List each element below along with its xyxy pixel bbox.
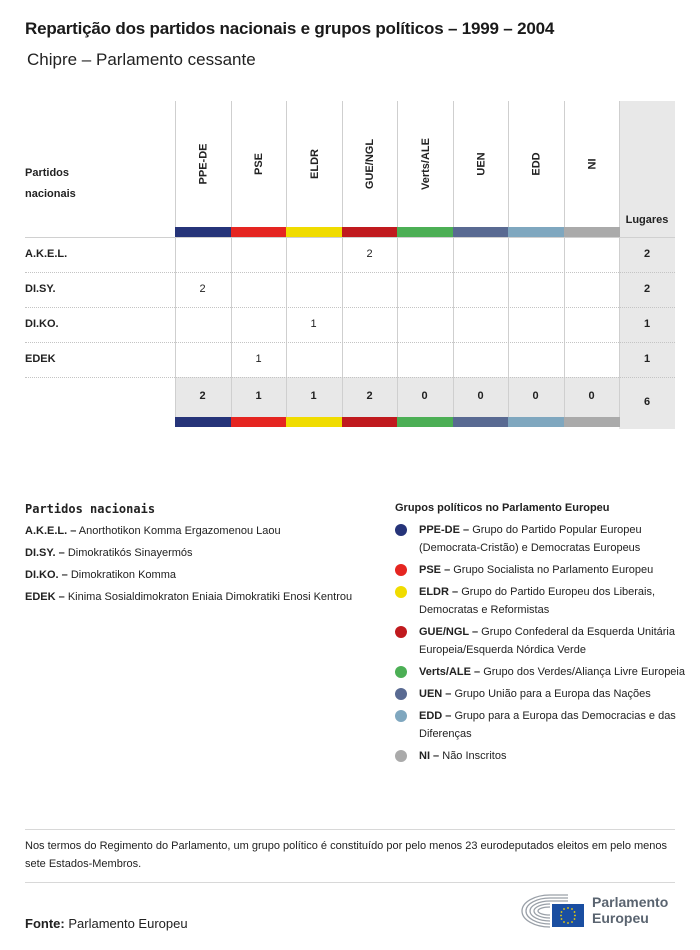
political-group-legend-item <box>395 521 685 557</box>
lugares-header: Lugares <box>625 214 669 226</box>
column-header-label: GUE/NGL <box>364 138 377 190</box>
group-legend-text <box>419 707 685 743</box>
column-header-guengl <box>343 101 398 227</box>
group-full-name: Grupo para a Europa das Democracias e das Diferenças <box>419 710 676 740</box>
political-group-legend-item <box>395 747 685 765</box>
column-total-cell: 0 <box>477 390 484 402</box>
party-full-name: Dimokratikós Sinayermós <box>67 547 193 559</box>
source-value: Parlamento Europeu <box>68 916 188 931</box>
column-header-edd <box>509 101 564 227</box>
column-header-label: Verts/ALE <box>419 138 432 190</box>
group-color-bar <box>175 227 231 237</box>
group-full-name: Grupo Socialista no Parlamento Europeu <box>453 564 654 576</box>
political-group-legend-item <box>395 623 685 659</box>
party-abbreviation: DI.SY. – <box>25 547 65 559</box>
page-title: Repartição dos partidos nacionais e grupos políticos – 1999 – 2004 <box>25 19 555 38</box>
political-group-legend-item <box>395 583 685 619</box>
group-color-dot-icon <box>395 750 407 762</box>
hemicycle-eu-flag-icon <box>520 891 590 931</box>
row-total-cell: 1 <box>643 353 651 365</box>
divider <box>25 829 675 830</box>
row-total-cell: 2 <box>643 283 651 295</box>
group-color-bar <box>342 227 398 237</box>
column-header-label: NI <box>586 158 599 170</box>
group-color-bar <box>286 227 342 237</box>
political-group-legend-item <box>395 685 685 703</box>
grand-total-cell: 6 <box>643 396 651 408</box>
column-total-cell: 1 <box>255 390 262 402</box>
group-legend-text <box>419 663 685 681</box>
column-header-pse <box>232 101 287 227</box>
group-color-bar <box>508 417 564 427</box>
row-header-label: Partidos nacionais <box>25 167 76 200</box>
group-full-name: Grupo do Partido Europeu dos Liberais, Democratas e Reformistas <box>419 586 656 616</box>
group-color-bar <box>508 227 564 237</box>
group-color-dot-icon <box>395 688 407 700</box>
column-header-ni <box>565 101 620 227</box>
seat-distribution-table <box>25 101 675 429</box>
seat-count-cell: 1 <box>310 318 317 330</box>
column-total-cell: 1 <box>310 390 317 402</box>
group-full-name: Não Inscritos <box>442 750 507 762</box>
column-header-label: PSE <box>253 152 266 176</box>
row-divider <box>25 307 675 308</box>
row-divider <box>25 377 675 378</box>
group-abbreviation: ELDR – <box>419 586 459 598</box>
group-full-name: Grupo Confederal da Esquerda Unitária Europeia/Esquerda Nórdica Verde <box>419 626 675 656</box>
seat-count-cell: 1 <box>255 353 262 365</box>
row-divider <box>25 342 675 343</box>
group-full-name: Grupo União para a Europa das Nações <box>454 688 651 700</box>
footnote: Nos termos do Regimento do Parlamento, um grupo político é constituído por pelo menos 23 eurodeputados eleitos em pelo menos sete Estados-Membros. <box>25 840 668 870</box>
lugares-column-bg <box>619 101 675 429</box>
row-total-cell: 1 <box>643 318 651 330</box>
column-header-vertsale <box>398 101 453 227</box>
group-legend-text <box>419 583 685 619</box>
group-legend-text <box>419 521 685 557</box>
national-parties-legend-title: Partidos nacionais <box>25 502 156 516</box>
party-full-name: Anorthotikon Komma Ergazomenou Laou <box>78 525 281 537</box>
column-total-cell: 2 <box>199 390 206 402</box>
group-color-dot-icon <box>395 586 407 598</box>
source-label: Fonte: <box>25 916 65 931</box>
column-header-eldr <box>287 101 342 227</box>
column-total-cell: 0 <box>421 390 428 402</box>
column-header-uen <box>454 101 509 227</box>
group-color-bar <box>286 417 342 427</box>
national-party-legend-item <box>25 544 365 562</box>
group-abbreviation: PPE-DE – <box>419 524 470 536</box>
national-party-legend-item <box>25 566 365 584</box>
national-party-legend-item <box>25 522 365 540</box>
parliament-logo <box>520 891 680 931</box>
group-color-dot-icon <box>395 666 407 678</box>
group-color-bar <box>397 417 453 427</box>
national-parties-legend <box>25 502 365 610</box>
column-header-label: ELDR <box>308 149 321 179</box>
column-header-label: UEN <box>475 152 488 176</box>
political-group-legend-item <box>395 663 685 681</box>
page-subtitle: Chipre – Parlamento cessante <box>27 50 256 69</box>
group-color-bar <box>231 417 287 427</box>
source-line <box>25 916 188 931</box>
group-color-bar <box>564 227 620 237</box>
party-row-label: A.K.E.L. <box>25 248 68 260</box>
column-total-cell: 2 <box>366 390 373 402</box>
group-color-bar <box>453 417 509 427</box>
group-abbreviation: PSE – <box>419 564 451 576</box>
group-legend-text <box>419 561 653 579</box>
party-abbreviation: A.K.E.L. – <box>25 525 77 537</box>
group-abbreviation: GUE/NGL – <box>419 626 479 638</box>
group-color-bar <box>564 417 620 427</box>
header-bottom-line <box>25 237 675 238</box>
party-full-name: Dimokratikon Komma <box>70 569 176 581</box>
seat-count-cell: 2 <box>199 283 206 295</box>
group-full-name: Grupo do Partido Popular Europeu (Democrata-Cristão) e Democratas Europeus <box>419 524 642 554</box>
column-total-cell: 0 <box>532 390 539 402</box>
party-abbreviation: DI.KO. – <box>25 569 68 581</box>
group-abbreviation: EDD – <box>419 710 452 722</box>
party-abbreviation: EDEK – <box>25 591 65 603</box>
group-color-dot-icon <box>395 710 407 722</box>
row-divider <box>25 272 675 273</box>
column-total-cell: 0 <box>588 390 595 402</box>
group-abbreviation: Verts/ALE – <box>419 666 481 678</box>
row-total-cell: 2 <box>643 248 651 260</box>
group-color-bar <box>175 417 231 427</box>
group-legend-text <box>419 685 651 703</box>
party-row-label: EDEK <box>25 353 56 365</box>
group-color-bar <box>397 227 453 237</box>
party-row-label: DI.KO. <box>25 318 59 330</box>
group-color-bar <box>342 417 398 427</box>
group-color-bar <box>453 227 509 237</box>
party-full-name: Kinima Sosialdimokraton Eniaia Dimokratiki Enosi Kentrou <box>67 591 353 603</box>
national-party-legend-item <box>25 588 365 606</box>
political-groups-legend-title: Grupos políticos no Parlamento Europeu <box>395 502 610 514</box>
column-header-label: PPE-DE <box>197 143 210 185</box>
political-groups-legend <box>395 502 685 769</box>
divider <box>25 882 675 883</box>
group-abbreviation: NI – <box>419 750 440 762</box>
logo-line-2: Europeu <box>592 910 649 926</box>
political-group-legend-item <box>395 707 685 743</box>
political-group-legend-item <box>395 561 685 579</box>
seat-count-cell: 2 <box>366 248 373 260</box>
group-color-bar <box>231 227 287 237</box>
group-color-dot-icon <box>395 524 407 536</box>
group-abbreviation: UEN – <box>419 688 452 700</box>
column-header-label: EDD <box>530 152 543 176</box>
group-color-dot-icon <box>395 564 407 576</box>
party-row-label: DI.SY. <box>25 283 56 295</box>
logo-line-1: Parlamento <box>592 894 669 910</box>
column-header-ppede <box>176 101 231 227</box>
group-legend-text <box>419 623 685 659</box>
group-legend-text <box>419 747 506 765</box>
group-color-dot-icon <box>395 626 407 638</box>
group-full-name: Grupo dos Verdes/Aliança Livre Europeia <box>483 666 685 678</box>
